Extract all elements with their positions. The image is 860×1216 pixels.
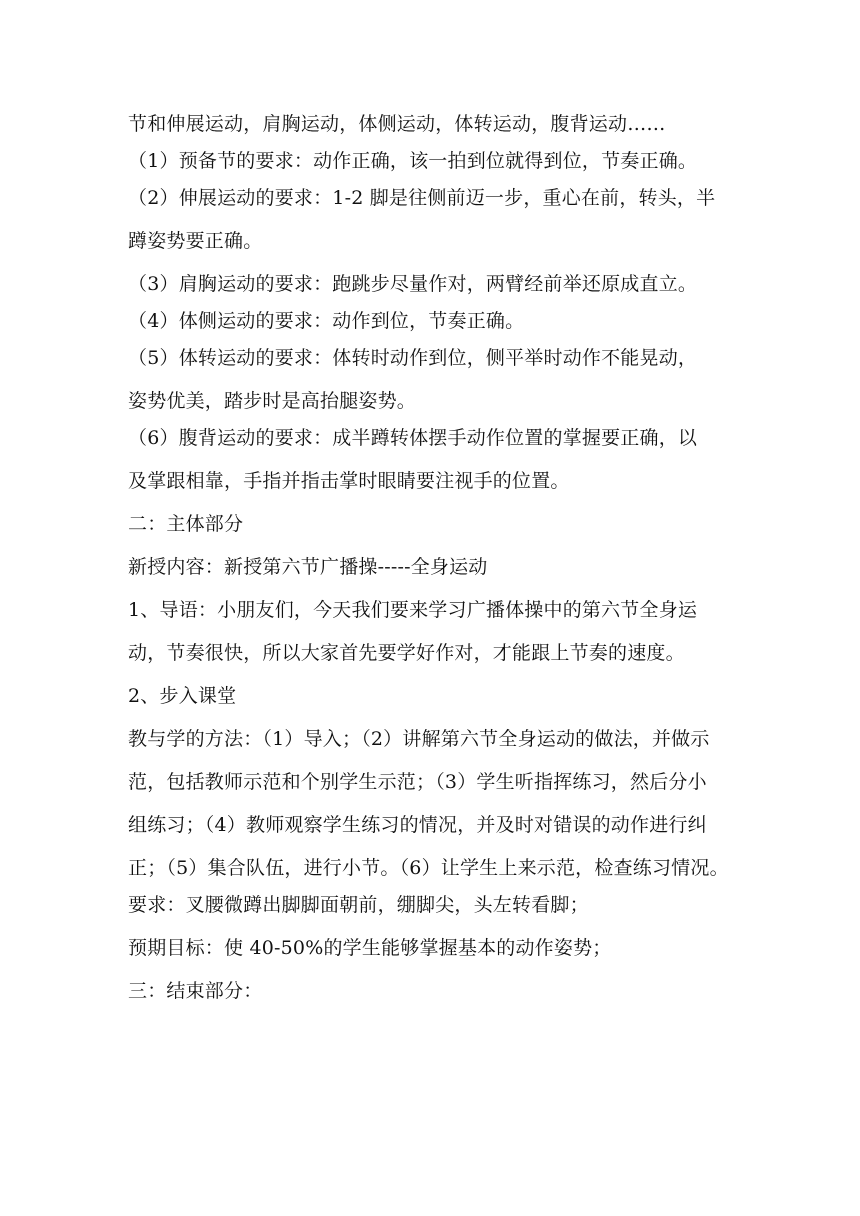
text-line: 教与学的方法：（1）导入；（2）讲解第六节全身运动的做法，并做示 [128, 728, 710, 750]
text-line: （3）肩胸运动的要求：跑跳步尽量作对，两臂经前举还原成直立。 [128, 273, 698, 295]
text-line: （2）伸展运动的要求：1-2 脚是往侧前迈一步，重心在前，转头，半 [128, 187, 716, 209]
text-line: 节和伸展运动，肩胸运动，体侧运动，体转运动，腹背运动…… [128, 113, 666, 135]
text-line: 蹲姿势要正确。 [128, 230, 263, 252]
text-line: 动，节奏很快，所以大家首先要学好作对，才能跟上节奏的速度。 [128, 642, 685, 664]
text-line: 新授内容：新授第六节广播操-----全身运动 [128, 556, 488, 578]
text-line: 1、导语：小朋友们，今天我们要来学习广播体操中的第六节全身运 [128, 599, 698, 621]
section-heading: 三：结束部分： [128, 980, 263, 1002]
text-line: 预期目标：使 40-50%的学生能够掌握基本的动作姿势； [128, 937, 612, 959]
text-line: 正；（5）集合队伍，进行小节。（6）让学生上来示范，检查练习情况。 [128, 857, 729, 879]
text-line: 姿势优美，踏步时是高抬腿姿势。 [128, 390, 417, 412]
section-heading: 二：主体部分 [128, 513, 244, 535]
subsection-heading: 2、步入课堂 [128, 685, 237, 707]
text-line: （1）预备节的要求：动作正确，该一拍到位就得到位，节奏正确。 [128, 150, 698, 172]
text-line: 及掌跟相靠，手指并指击掌时眼睛要注视手的位置。 [128, 470, 570, 492]
text-line: （5）体转运动的要求：体转时动作到位，侧平举时动作不能晃动， [128, 347, 698, 369]
text-line: 组练习；（4）教师观察学生练习的情况，并及时对错误的动作进行纠 [128, 814, 707, 836]
document-body [128, 112, 738, 1003]
text-line: （4）体侧运动的要求：动作到位，节奏正确。 [128, 310, 525, 332]
text-line: 范，包括教师示范和个别学生示范；（3）学生听指挥练习，然后分小 [128, 771, 707, 793]
text-line: （6）腹背运动的要求：成半蹲转体摆手动作位置的掌握要正确，以 [128, 427, 698, 449]
text-line: 要求：叉腰微蹲出脚脚面朝前，绷脚尖，头左转看脚； [128, 894, 589, 916]
